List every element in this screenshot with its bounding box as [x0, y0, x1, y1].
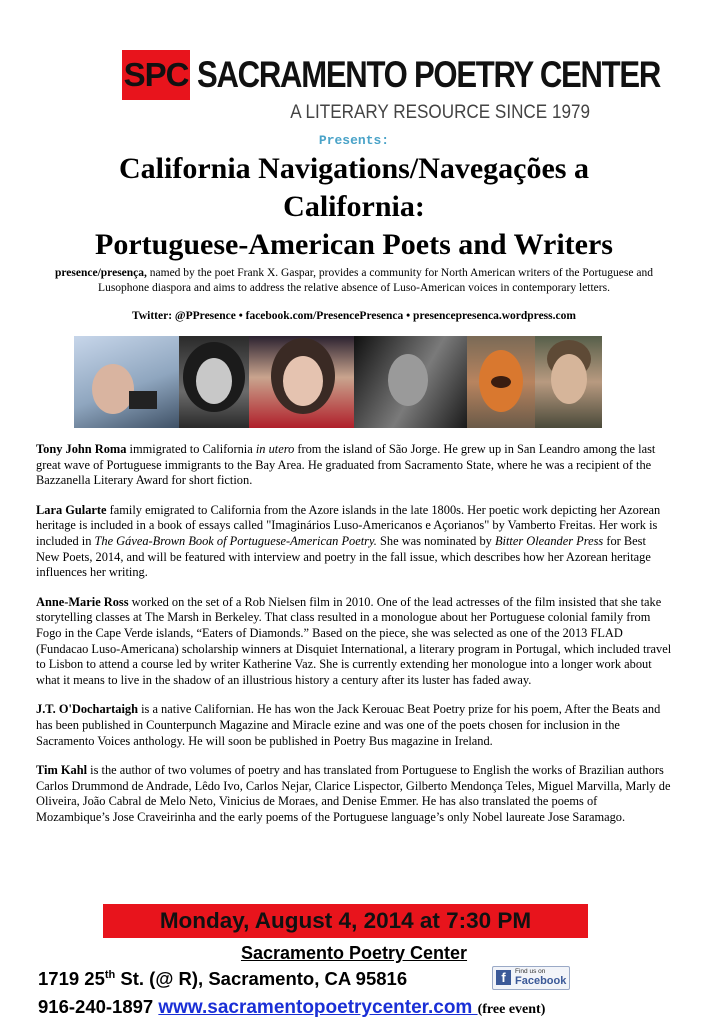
address-number: 1719 25	[38, 968, 105, 989]
bio-text: is the author of two volumes of poetry and has translated from Portuguese to English the works of Brazilian authors Carlos Drummond de Andrade, Lêdo Ivo, Carlos Nejar, Clarice Lispector, Gilberto Mendonça Teles, Miguel Marvilla, Marly de Oliveira, João Cabral de Melo Neto, Vinicius de Moraes, and Denise Emmer. He has also translated the poems of Mozambique’s Jose Craveirinha and the early poems of the Portuguese language’s only Nobel laureate Jose Saramago.	[36, 763, 671, 824]
bio-emphasis: The Gávea-Brown Book of Portuguese-American Poetry.	[94, 533, 377, 548]
website-link[interactable]: www.sacramentopoetrycenter.com	[158, 997, 478, 1018]
photo-tony-john-roma	[74, 336, 179, 428]
venue-address	[38, 968, 407, 990]
intro-lead: presence/presença,	[55, 267, 147, 279]
bio-text: worked on the set of a Rob Nielsen film in 2010. One of the lead actresses of the film insisted that she take storytelling classes at The Marsh in Berkeley. That class resulted in a monologue about her Portuguese colonial family from Fogo in the Cape Verde islands, “Eaters of Diamonds.” Based on the piece, she was selected as one of the 2013 FLAD (Fundacao Luso-Americana) scholarship winners at Disquiet International, a literary program in Portugal, which included travel to Lisbon to attend a course led by writer Katherine Vaz. She is currently extending her monologue into a longer work about what it means to live in the shadow of an illustrious history a century after its luster has faded away.	[36, 594, 672, 687]
author-photo-strip	[74, 336, 602, 428]
title-line-3: Portuguese-American Poets and Writers	[95, 228, 613, 261]
facebook-icon: f	[496, 970, 511, 985]
intro-paragraph	[30, 266, 678, 296]
photo-tim-kahl-object	[467, 336, 535, 428]
bio-emphasis: Bitter Oleander Press	[494, 533, 604, 548]
bio-name: Tim Kahl	[36, 763, 88, 778]
logo-abbr: SPC	[122, 50, 190, 100]
facebook-label: Facebook	[515, 975, 567, 987]
photo-lara-gularte	[179, 336, 249, 428]
logo-tagline: A LITERARY RESOURCE SINCE 1979	[290, 102, 590, 123]
event-date-banner: Monday, August 4, 2014 at 7:30 PM	[103, 904, 588, 938]
address-ordinal: th	[104, 968, 116, 981]
contact-line	[38, 996, 545, 1019]
event-title	[20, 150, 688, 264]
bio-text: immigrated to California	[126, 442, 256, 456]
free-event-note: (free event)	[477, 1002, 546, 1017]
bio-emphasis: in utero	[255, 442, 295, 456]
bio-lara-gularte	[36, 503, 672, 581]
intro-text: named by the poet Frank X. Gaspar, provides a community for North American writers of the Portuguese and Lusophone diaspora and aims to address the relative absence of Luso-American voices in contemporary letters.	[98, 267, 653, 294]
address-rest: St. (@ R), Sacramento, CA 95816	[115, 968, 408, 989]
bio-text: is a native Californian. He has won the Jack Kerouac Beat Poetry prize for his poem, After the Beats and has been published in Counterpunch Magazine and Miracle ezine and was one of the poets chosen for inclusion in the Sacramento Voices anthology. He will soon be published in Poetry Bus magazine in Ireland.	[36, 702, 661, 748]
phone-number: 916-240-1897	[38, 996, 159, 1017]
presents-label: Presents:	[318, 133, 390, 148]
photo-tim-kahl	[535, 336, 602, 428]
bio-text: for Best New Poets, 2014, and will be featured with interview and poetry in the fall issue, which describes how her Azorean heritage influences her writing.	[36, 533, 651, 580]
logo-name: SACRAMENTO POETRY CENTER	[197, 54, 661, 95]
venue-name: Sacramento Poetry Center	[240, 943, 468, 963]
title-line-2: California:	[283, 190, 425, 223]
bio-name: Lara Gularte	[36, 502, 107, 517]
bio-name: J.T. O'Dochartaigh	[36, 702, 138, 717]
bio-tony-john-roma	[36, 442, 672, 489]
author-bios	[36, 442, 672, 839]
facebook-badge[interactable]	[492, 966, 570, 990]
spc-logo	[122, 50, 661, 130]
title-line-1: California Navigations/Navegações a	[119, 152, 589, 185]
bio-tim-kahl	[36, 763, 672, 825]
bio-text: family emigrated to California from the Azore islands in the late 1800s. Her poetic work depicting her Azorean heritage is included in a book of essays called "Imaginários Luso-Americanos e Açorianos" by Vamberto Freitas. Her work is included in	[36, 502, 661, 548]
bio-anne-marie-ross	[36, 595, 672, 689]
bio-text: She was nominated by	[376, 533, 495, 548]
facebook-find-us: Find us on	[515, 968, 546, 975]
photo-jt-odochartaigh	[354, 336, 467, 428]
bio-name: Tony John Roma	[36, 442, 127, 456]
photo-anne-marie-ross	[249, 336, 354, 428]
bio-name: Anne-Marie Ross	[36, 594, 129, 609]
bio-jt-odochartaigh	[36, 702, 672, 749]
social-links: Twitter: @PPresence • facebook.com/PresencePresenca • presencepresenca.wordpress.com	[132, 310, 576, 322]
bio-text: from the island of São Jorge. He grew up in San Leandro among the last great wave of Portuguese immigrants to the Bay Area. He graduated from Sacramento State, where he was a recipient of the Bazzanella Literary Award for short fiction.	[36, 442, 656, 488]
